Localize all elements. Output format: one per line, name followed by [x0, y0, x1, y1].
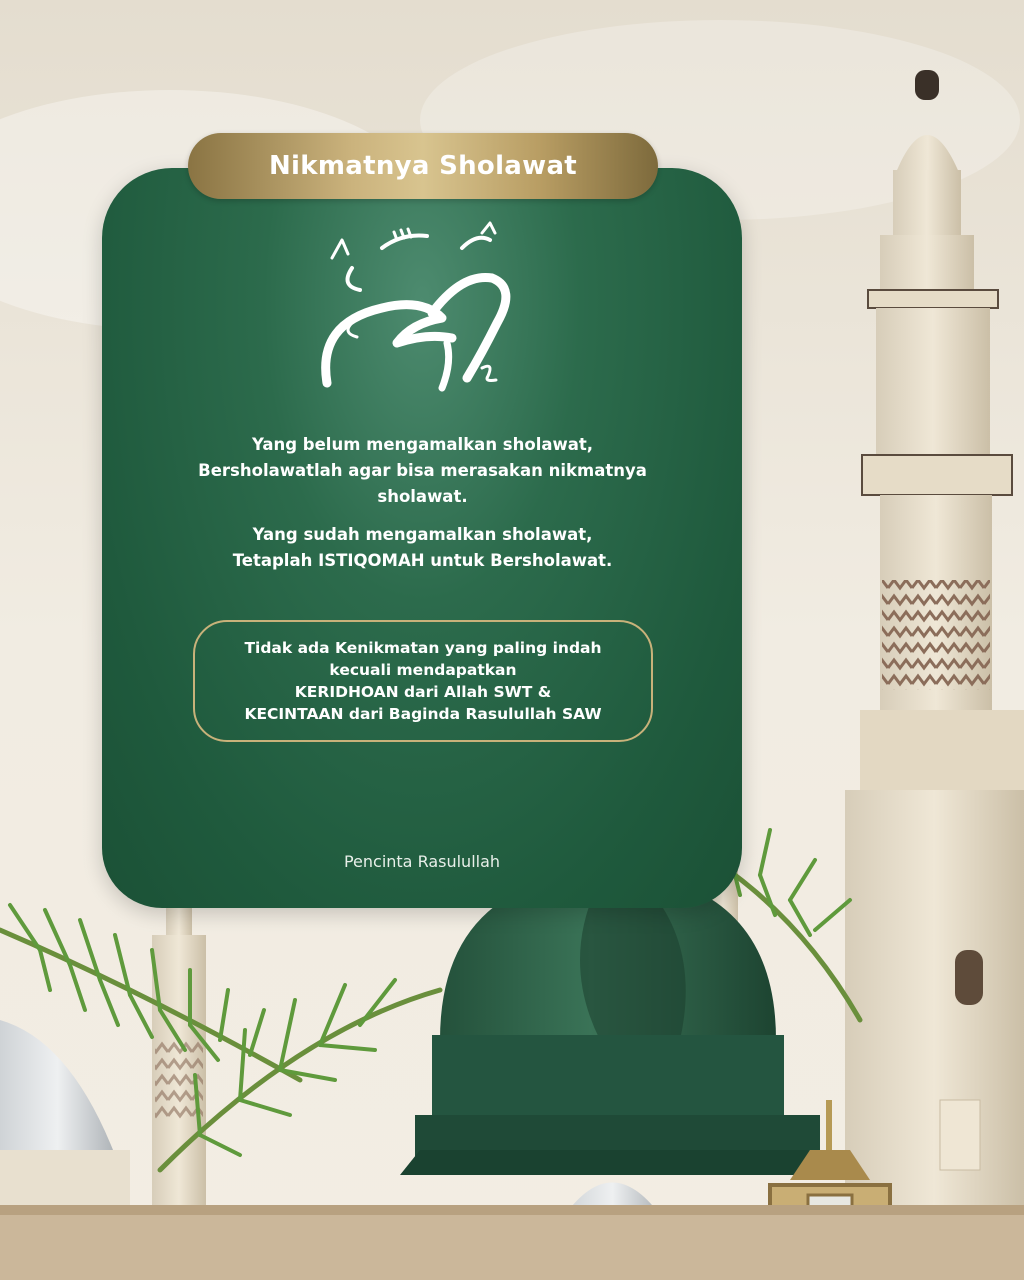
muhammad-calligraphy-icon: [312, 218, 532, 408]
paragraph-unpracticed: [150, 432, 695, 510]
paragraph-line: Yang belum mengamalkan sholawat,: [251, 435, 594, 454]
signature: Pencinta Rasulullah: [343, 852, 501, 871]
quote-line: Tidak ada Kenikmatan yang paling indah: [244, 639, 602, 657]
quote-line: KECINTAAN dari Baginda Rasulullah SAW: [244, 705, 602, 723]
quote-box: [193, 620, 653, 742]
paragraph-line: Tetaplah ISTIQOMAH untuk Bersholawat.: [232, 551, 613, 570]
page-title: Nikmatnya Sholawat: [268, 151, 578, 181]
paragraph-line: Bersholawatlah agar bisa merasakan nikmatnya: [198, 461, 647, 480]
paragraph-line: sholawat.: [377, 487, 468, 506]
title-banner: [188, 133, 658, 199]
quote-line: kecuali mendapatkan: [329, 661, 517, 679]
paragraph-practiced: [150, 522, 695, 574]
paragraph-line: Yang sudah mengamalkan sholawat,: [252, 525, 593, 544]
calligraphy-text: محمد: [312, 218, 315, 219]
quote-line: KERIDHOAN dari Allah SWT &: [294, 683, 552, 701]
